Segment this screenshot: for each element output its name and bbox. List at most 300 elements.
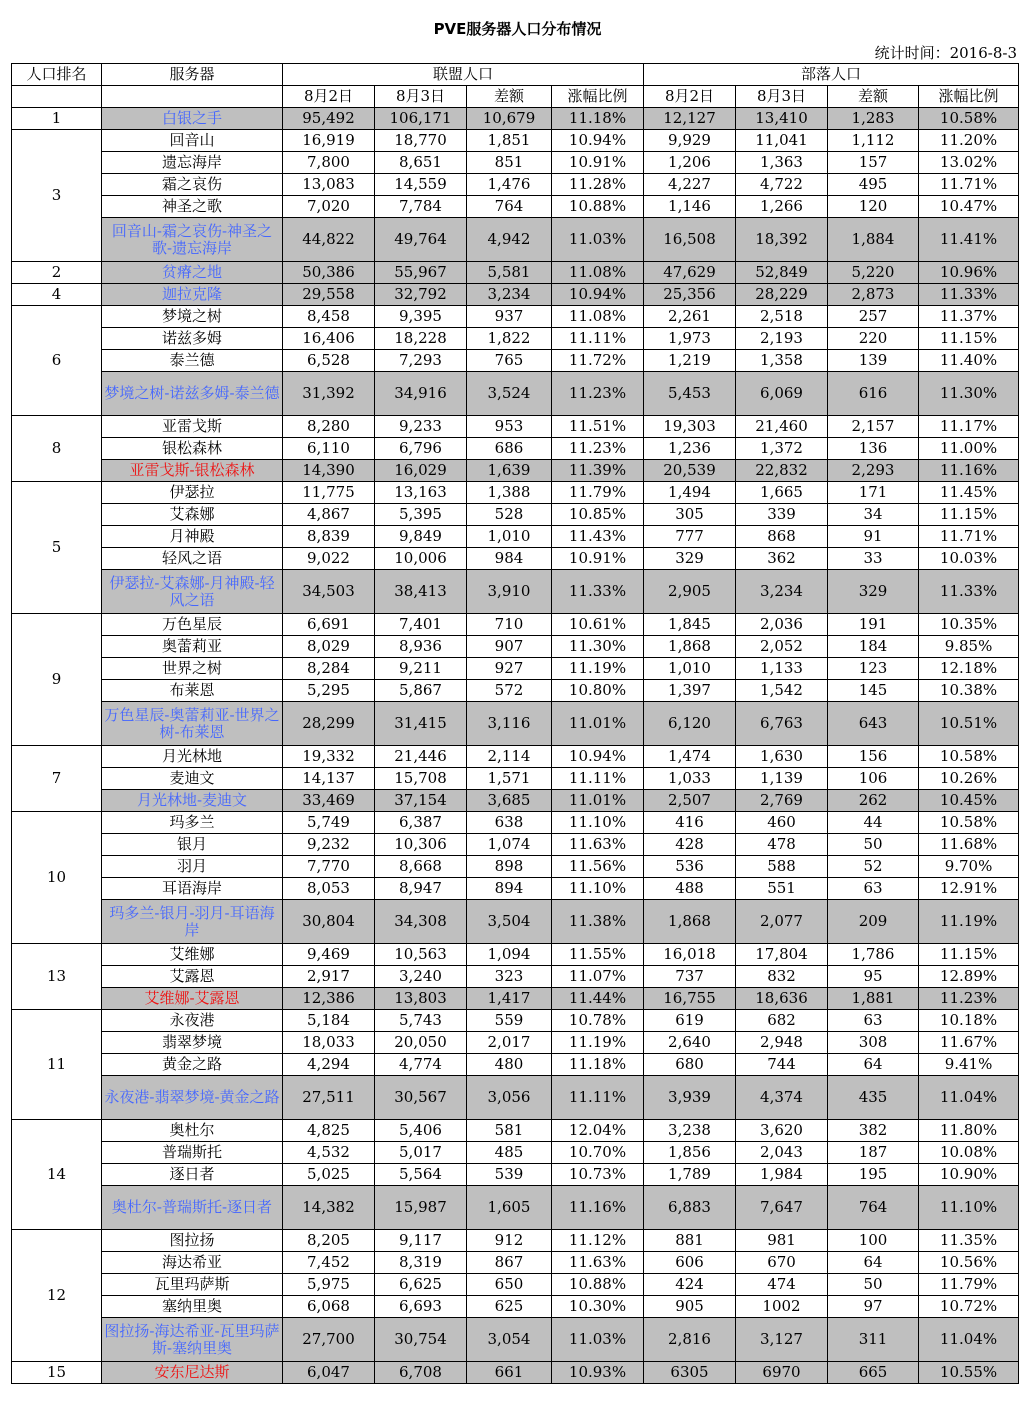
horde-aug3-cell: 11,041 [736,130,828,152]
server-name-cell: 伊瑟拉-艾森娜-月神殿-轻风之语 [102,570,283,614]
horde-aug2-cell: 1,474 [644,746,736,768]
alliance-aug2-cell: 16,406 [283,328,375,350]
server-name-cell: 图拉扬 [102,1230,283,1252]
horde-aug3-cell: 28,229 [736,284,828,306]
horde-diff-cell: 195 [828,1164,919,1186]
rank-cell: 11 [12,1010,102,1120]
table-row [12,218,1019,262]
alliance-aug2-cell: 12,386 [283,988,375,1010]
alliance-growth-cell: 11.18% [552,1054,644,1076]
horde-growth-cell: 10.18% [919,1010,1019,1032]
horde-aug3-cell: 1,363 [736,152,828,174]
alliance-aug2-cell: 14,382 [283,1186,375,1230]
horde-aug2-cell: 6,120 [644,702,736,746]
alliance-diff-cell: 3,910 [467,570,552,614]
alliance-growth-cell: 11.08% [552,306,644,328]
table-row [12,1186,1019,1230]
horde-growth-cell: 10.58% [919,746,1019,768]
alliance-aug3-cell: 5,395 [375,504,467,526]
alliance-growth-cell: 11.30% [552,636,644,658]
alliance-aug3-cell: 18,228 [375,328,467,350]
horde-aug3-cell: 1,665 [736,482,828,504]
alliance-aug2-cell: 9,469 [283,944,375,966]
alliance-aug3-cell: 5,017 [375,1142,467,1164]
alliance-diff-cell: 984 [467,548,552,570]
alliance-aug3-cell: 6,387 [375,812,467,834]
horde-aug3-cell: 1,372 [736,438,828,460]
horde-aug2-cell: 1,973 [644,328,736,350]
horde-aug3-cell: 460 [736,812,828,834]
alliance-aug3-cell: 15,987 [375,1186,467,1230]
alliance-aug2-cell: 7,800 [283,152,375,174]
server-name-cell: 泰兰德 [102,350,283,372]
horde-aug3-cell: 1,542 [736,680,828,702]
alliance-diff-cell: 3,056 [467,1076,552,1120]
table-row [12,174,1019,196]
alliance-aug2-cell: 7,020 [283,196,375,218]
table-row [12,856,1019,878]
table-row [12,130,1019,152]
server-name-cell: 耳语海岸 [102,878,283,900]
alliance-aug3-cell: 10,563 [375,944,467,966]
header-server: 服务器 [102,64,283,86]
table-row [12,482,1019,504]
horde-aug3-cell: 3,234 [736,570,828,614]
alliance-growth-cell: 10.94% [552,130,644,152]
alliance-diff-cell: 559 [467,1010,552,1032]
table-row [12,372,1019,416]
horde-diff-cell: 91 [828,526,919,548]
horde-aug2-cell: 680 [644,1054,736,1076]
alliance-growth-cell: 11.23% [552,438,644,460]
horde-aug2-cell: 1,146 [644,196,736,218]
rank-cell: 5 [12,482,102,614]
header-alliance: 联盟人口 [283,64,644,86]
server-name-cell: 遗忘海岸 [102,152,283,174]
horde-growth-cell: 11.35% [919,1230,1019,1252]
horde-aug3-cell: 1,358 [736,350,828,372]
horde-diff-cell: 106 [828,768,919,790]
horde-aug2-cell: 2,261 [644,306,736,328]
alliance-aug2-cell: 4,294 [283,1054,375,1076]
alliance-diff-cell: 3,524 [467,372,552,416]
alliance-aug2-cell: 4,867 [283,504,375,526]
alliance-aug3-cell: 37,154 [375,790,467,812]
horde-aug3-cell: 2,769 [736,790,828,812]
server-name-cell: 羽月 [102,856,283,878]
horde-diff-cell: 5,220 [828,262,919,284]
stat-date: 统计时间：2016-8-3 [874,44,1017,62]
alliance-diff-cell: 3,234 [467,284,552,306]
alliance-growth-cell: 11.51% [552,416,644,438]
horde-aug3-cell: 18,636 [736,988,828,1010]
horde-diff-cell: 63 [828,1010,919,1032]
table-row [12,680,1019,702]
alliance-growth-cell: 10.85% [552,504,644,526]
alliance-growth-cell: 11.33% [552,570,644,614]
alliance-aug2-cell: 5,025 [283,1164,375,1186]
header-horde: 部落人口 [644,64,1019,86]
table-row [12,878,1019,900]
horde-growth-cell: 11.10% [919,1186,1019,1230]
alliance-diff-cell: 765 [467,350,552,372]
server-name-cell: 布莱恩 [102,680,283,702]
alliance-growth-cell: 11.55% [552,944,644,966]
horde-growth-cell: 11.23% [919,988,1019,1010]
horde-diff-cell: 495 [828,174,919,196]
alliance-aug2-cell: 6,068 [283,1296,375,1318]
alliance-growth-cell: 11.11% [552,768,644,790]
horde-aug3-cell: 362 [736,548,828,570]
alliance-growth-cell: 11.63% [552,834,644,856]
alliance-aug2-cell: 8,029 [283,636,375,658]
horde-aug2-cell: 1,010 [644,658,736,680]
alliance-diff-cell: 638 [467,812,552,834]
rank-cell: 14 [12,1120,102,1230]
alliance-aug3-cell: 32,792 [375,284,467,306]
alliance-growth-cell: 11.39% [552,460,644,482]
table-row [12,108,1019,130]
alliance-diff-cell: 5,581 [467,262,552,284]
alliance-aug3-cell: 5,564 [375,1164,467,1186]
horde-aug2-cell: 3,238 [644,1120,736,1142]
alliance-aug2-cell: 34,503 [283,570,375,614]
alliance-growth-cell: 10.88% [552,1274,644,1296]
rank-cell: 12 [12,1230,102,1362]
table-row [12,416,1019,438]
horde-aug2-cell: 20,539 [644,460,736,482]
alliance-diff-cell: 927 [467,658,552,680]
table-row [12,1076,1019,1120]
horde-growth-cell: 11.15% [919,328,1019,350]
server-name-cell: 白银之手 [102,108,283,130]
horde-diff-cell: 764 [828,1186,919,1230]
server-name-cell: 艾森娜 [102,504,283,526]
server-name-cell: 梦境之树-诺兹多姆-泰兰德 [102,372,283,416]
alliance-aug2-cell: 4,532 [283,1142,375,1164]
alliance-aug3-cell: 34,308 [375,900,467,944]
alliance-diff-cell: 1,417 [467,988,552,1010]
horde-growth-cell: 12.89% [919,966,1019,988]
horde-aug2-cell: 881 [644,1230,736,1252]
alliance-aug3-cell: 6,693 [375,1296,467,1318]
horde-aug2-cell: 16,755 [644,988,736,1010]
header-sub: 8月2日 [644,86,736,108]
server-name-cell: 月神殿 [102,526,283,548]
horde-growth-cell: 13.02% [919,152,1019,174]
horde-growth-cell: 10.45% [919,790,1019,812]
alliance-aug3-cell: 7,784 [375,196,467,218]
alliance-aug2-cell: 33,469 [283,790,375,812]
alliance-aug3-cell: 5,867 [375,680,467,702]
horde-diff-cell: 33 [828,548,919,570]
table-header [12,64,1019,108]
horde-diff-cell: 382 [828,1120,919,1142]
horde-diff-cell: 311 [828,1318,919,1362]
header-rank: 人口排名 [12,64,102,86]
server-name-cell: 逐日者 [102,1164,283,1186]
server-name-cell: 万色星辰-奥蕾莉亚-世界之树-布莱恩 [102,702,283,746]
server-name-cell: 月光林地 [102,746,283,768]
horde-aug2-cell: 488 [644,878,736,900]
alliance-growth-cell: 11.79% [552,482,644,504]
server-name-cell: 奥杜尔-普瑞斯托-逐日者 [102,1186,283,1230]
horde-diff-cell: 1,786 [828,944,919,966]
alliance-aug2-cell: 30,804 [283,900,375,944]
horde-aug2-cell: 1,868 [644,636,736,658]
horde-diff-cell: 171 [828,482,919,504]
alliance-diff-cell: 1,822 [467,328,552,350]
alliance-aug3-cell: 9,117 [375,1230,467,1252]
horde-aug3-cell: 2,052 [736,636,828,658]
horde-aug2-cell: 1,789 [644,1164,736,1186]
alliance-aug3-cell: 8,319 [375,1252,467,1274]
table-row [12,1010,1019,1032]
horde-aug2-cell: 9,929 [644,130,736,152]
horde-diff-cell: 100 [828,1230,919,1252]
horde-growth-cell: 11.40% [919,350,1019,372]
horde-aug2-cell: 329 [644,548,736,570]
server-name-cell: 艾露恩 [102,966,283,988]
horde-aug2-cell: 1,033 [644,768,736,790]
server-name-cell: 翡翠梦境 [102,1032,283,1054]
horde-diff-cell: 209 [828,900,919,944]
header-blank [12,86,102,108]
alliance-growth-cell: 11.07% [552,966,644,988]
server-name-cell: 永夜港 [102,1010,283,1032]
horde-aug3-cell: 1,139 [736,768,828,790]
horde-aug3-cell: 52,849 [736,262,828,284]
horde-aug2-cell: 416 [644,812,736,834]
alliance-growth-cell: 11.43% [552,526,644,548]
horde-aug2-cell: 19,303 [644,416,736,438]
alliance-aug2-cell: 5,184 [283,1010,375,1032]
server-name-cell: 回音山 [102,130,283,152]
alliance-aug2-cell: 27,700 [283,1318,375,1362]
server-name-cell: 奥蕾莉亚 [102,636,283,658]
table-row [12,548,1019,570]
horde-diff-cell: 2,157 [828,416,919,438]
page-title: PVE服务器人口分布情况 [433,20,602,38]
horde-growth-cell: 9.70% [919,856,1019,878]
horde-diff-cell: 2,873 [828,284,919,306]
table-row [12,570,1019,614]
horde-growth-cell: 11.71% [919,526,1019,548]
alliance-aug2-cell: 8,839 [283,526,375,548]
alliance-aug3-cell: 8,651 [375,152,467,174]
table-row [12,1318,1019,1362]
alliance-aug2-cell: 7,452 [283,1252,375,1274]
alliance-growth-cell: 10.91% [552,548,644,570]
horde-aug3-cell: 2,077 [736,900,828,944]
horde-aug2-cell: 305 [644,504,736,526]
alliance-aug3-cell: 6,708 [375,1362,467,1384]
horde-diff-cell: 97 [828,1296,919,1318]
server-name-cell: 诺兹多姆 [102,328,283,350]
server-name-cell: 亚雷戈斯-银松森林 [102,460,283,482]
alliance-aug2-cell: 6,528 [283,350,375,372]
alliance-diff-cell: 581 [467,1120,552,1142]
alliance-growth-cell: 10.30% [552,1296,644,1318]
table-row [12,1274,1019,1296]
horde-growth-cell: 11.04% [919,1076,1019,1120]
table-row [12,460,1019,482]
horde-aug2-cell: 1,856 [644,1142,736,1164]
header-sub: 涨幅比例 [919,86,1019,108]
alliance-diff-cell: 1,476 [467,174,552,196]
alliance-diff-cell: 2,114 [467,746,552,768]
alliance-aug2-cell: 28,299 [283,702,375,746]
table-row [12,1296,1019,1318]
alliance-aug2-cell: 14,390 [283,460,375,482]
rank-cell: 1 [12,108,102,130]
alliance-aug2-cell: 6,691 [283,614,375,636]
server-name-cell: 神圣之歌 [102,196,283,218]
table-row [12,438,1019,460]
alliance-growth-cell: 11.19% [552,1032,644,1054]
horde-growth-cell: 10.35% [919,614,1019,636]
alliance-diff-cell: 3,685 [467,790,552,812]
alliance-growth-cell: 11.01% [552,702,644,746]
alliance-diff-cell: 1,605 [467,1186,552,1230]
population-table [11,63,1019,1384]
table-row [12,1032,1019,1054]
alliance-aug3-cell: 13,163 [375,482,467,504]
horde-aug2-cell: 428 [644,834,736,856]
alliance-aug3-cell: 20,050 [375,1032,467,1054]
horde-aug3-cell: 3,620 [736,1120,828,1142]
horde-diff-cell: 184 [828,636,919,658]
alliance-aug3-cell: 9,395 [375,306,467,328]
horde-aug2-cell: 12,127 [644,108,736,130]
table-row [12,526,1019,548]
alliance-aug3-cell: 8,668 [375,856,467,878]
alliance-diff-cell: 912 [467,1230,552,1252]
alliance-aug2-cell: 2,917 [283,966,375,988]
horde-growth-cell: 12.91% [919,878,1019,900]
table-row [12,1362,1019,1384]
alliance-growth-cell: 10.78% [552,1010,644,1032]
horde-diff-cell: 52 [828,856,919,878]
alliance-aug3-cell: 14,559 [375,174,467,196]
horde-growth-cell: 10.47% [919,196,1019,218]
table-row [12,614,1019,636]
horde-growth-cell: 10.90% [919,1164,1019,1186]
alliance-aug3-cell: 13,803 [375,988,467,1010]
horde-diff-cell: 308 [828,1032,919,1054]
alliance-diff-cell: 686 [467,438,552,460]
alliance-aug3-cell: 10,006 [375,548,467,570]
alliance-aug3-cell: 18,770 [375,130,467,152]
table-row [12,328,1019,350]
horde-diff-cell: 120 [828,196,919,218]
alliance-diff-cell: 661 [467,1362,552,1384]
horde-aug2-cell: 1,397 [644,680,736,702]
horde-aug3-cell: 2,193 [736,328,828,350]
alliance-growth-cell: 10.94% [552,284,644,306]
alliance-aug3-cell: 55,967 [375,262,467,284]
horde-aug3-cell: 2,036 [736,614,828,636]
alliance-diff-cell: 528 [467,504,552,526]
alliance-aug3-cell: 6,625 [375,1274,467,1296]
table-row [12,702,1019,746]
horde-aug2-cell: 737 [644,966,736,988]
horde-aug3-cell: 339 [736,504,828,526]
horde-growth-cell: 10.58% [919,812,1019,834]
header-sub: 涨幅比例 [552,86,644,108]
horde-diff-cell: 329 [828,570,919,614]
alliance-diff-cell: 898 [467,856,552,878]
horde-diff-cell: 50 [828,834,919,856]
alliance-aug3-cell: 49,764 [375,218,467,262]
alliance-diff-cell: 10,679 [467,108,552,130]
horde-diff-cell: 136 [828,438,919,460]
horde-growth-cell: 10.38% [919,680,1019,702]
horde-aug2-cell: 6,883 [644,1186,736,1230]
alliance-growth-cell: 10.70% [552,1142,644,1164]
alliance-growth-cell: 11.16% [552,1186,644,1230]
horde-growth-cell: 10.96% [919,262,1019,284]
horde-diff-cell: 187 [828,1142,919,1164]
horde-aug3-cell: 6970 [736,1362,828,1384]
alliance-diff-cell: 2,017 [467,1032,552,1054]
alliance-diff-cell: 867 [467,1252,552,1274]
horde-growth-cell: 11.79% [919,1274,1019,1296]
alliance-aug2-cell: 8,205 [283,1230,375,1252]
horde-diff-cell: 1,884 [828,218,919,262]
horde-aug3-cell: 744 [736,1054,828,1076]
horde-growth-cell: 10.72% [919,1296,1019,1318]
horde-aug2-cell: 1,236 [644,438,736,460]
alliance-aug3-cell: 9,211 [375,658,467,680]
horde-aug3-cell: 1002 [736,1296,828,1318]
horde-growth-cell: 11.33% [919,284,1019,306]
server-name-cell: 塞纳里奥 [102,1296,283,1318]
alliance-aug3-cell: 8,947 [375,878,467,900]
alliance-growth-cell: 11.03% [552,218,644,262]
horde-diff-cell: 1,283 [828,108,919,130]
alliance-diff-cell: 3,054 [467,1318,552,1362]
alliance-aug3-cell: 31,415 [375,702,467,746]
alliance-diff-cell: 539 [467,1164,552,1186]
horde-aug3-cell: 17,804 [736,944,828,966]
horde-growth-cell: 9.85% [919,636,1019,658]
horde-aug3-cell: 832 [736,966,828,988]
alliance-diff-cell: 1,388 [467,482,552,504]
table-row [12,636,1019,658]
header-sub: 8月3日 [375,86,467,108]
alliance-aug3-cell: 5,406 [375,1120,467,1142]
horde-aug2-cell: 25,356 [644,284,736,306]
horde-diff-cell: 156 [828,746,919,768]
table-row [12,504,1019,526]
horde-aug2-cell: 5,453 [644,372,736,416]
alliance-diff-cell: 3,504 [467,900,552,944]
server-name-cell: 回音山-霜之哀伤-神圣之歌-遗忘海岸 [102,218,283,262]
server-name-cell: 万色星辰 [102,614,283,636]
horde-aug2-cell: 47,629 [644,262,736,284]
server-name-cell: 银松森林 [102,438,283,460]
horde-aug3-cell: 2,948 [736,1032,828,1054]
horde-growth-cell: 10.26% [919,768,1019,790]
horde-aug2-cell: 16,018 [644,944,736,966]
horde-growth-cell: 12.18% [919,658,1019,680]
horde-growth-cell: 11.45% [919,482,1019,504]
horde-growth-cell: 11.41% [919,218,1019,262]
horde-diff-cell: 157 [828,152,919,174]
horde-growth-cell: 11.33% [919,570,1019,614]
horde-aug3-cell: 670 [736,1252,828,1274]
